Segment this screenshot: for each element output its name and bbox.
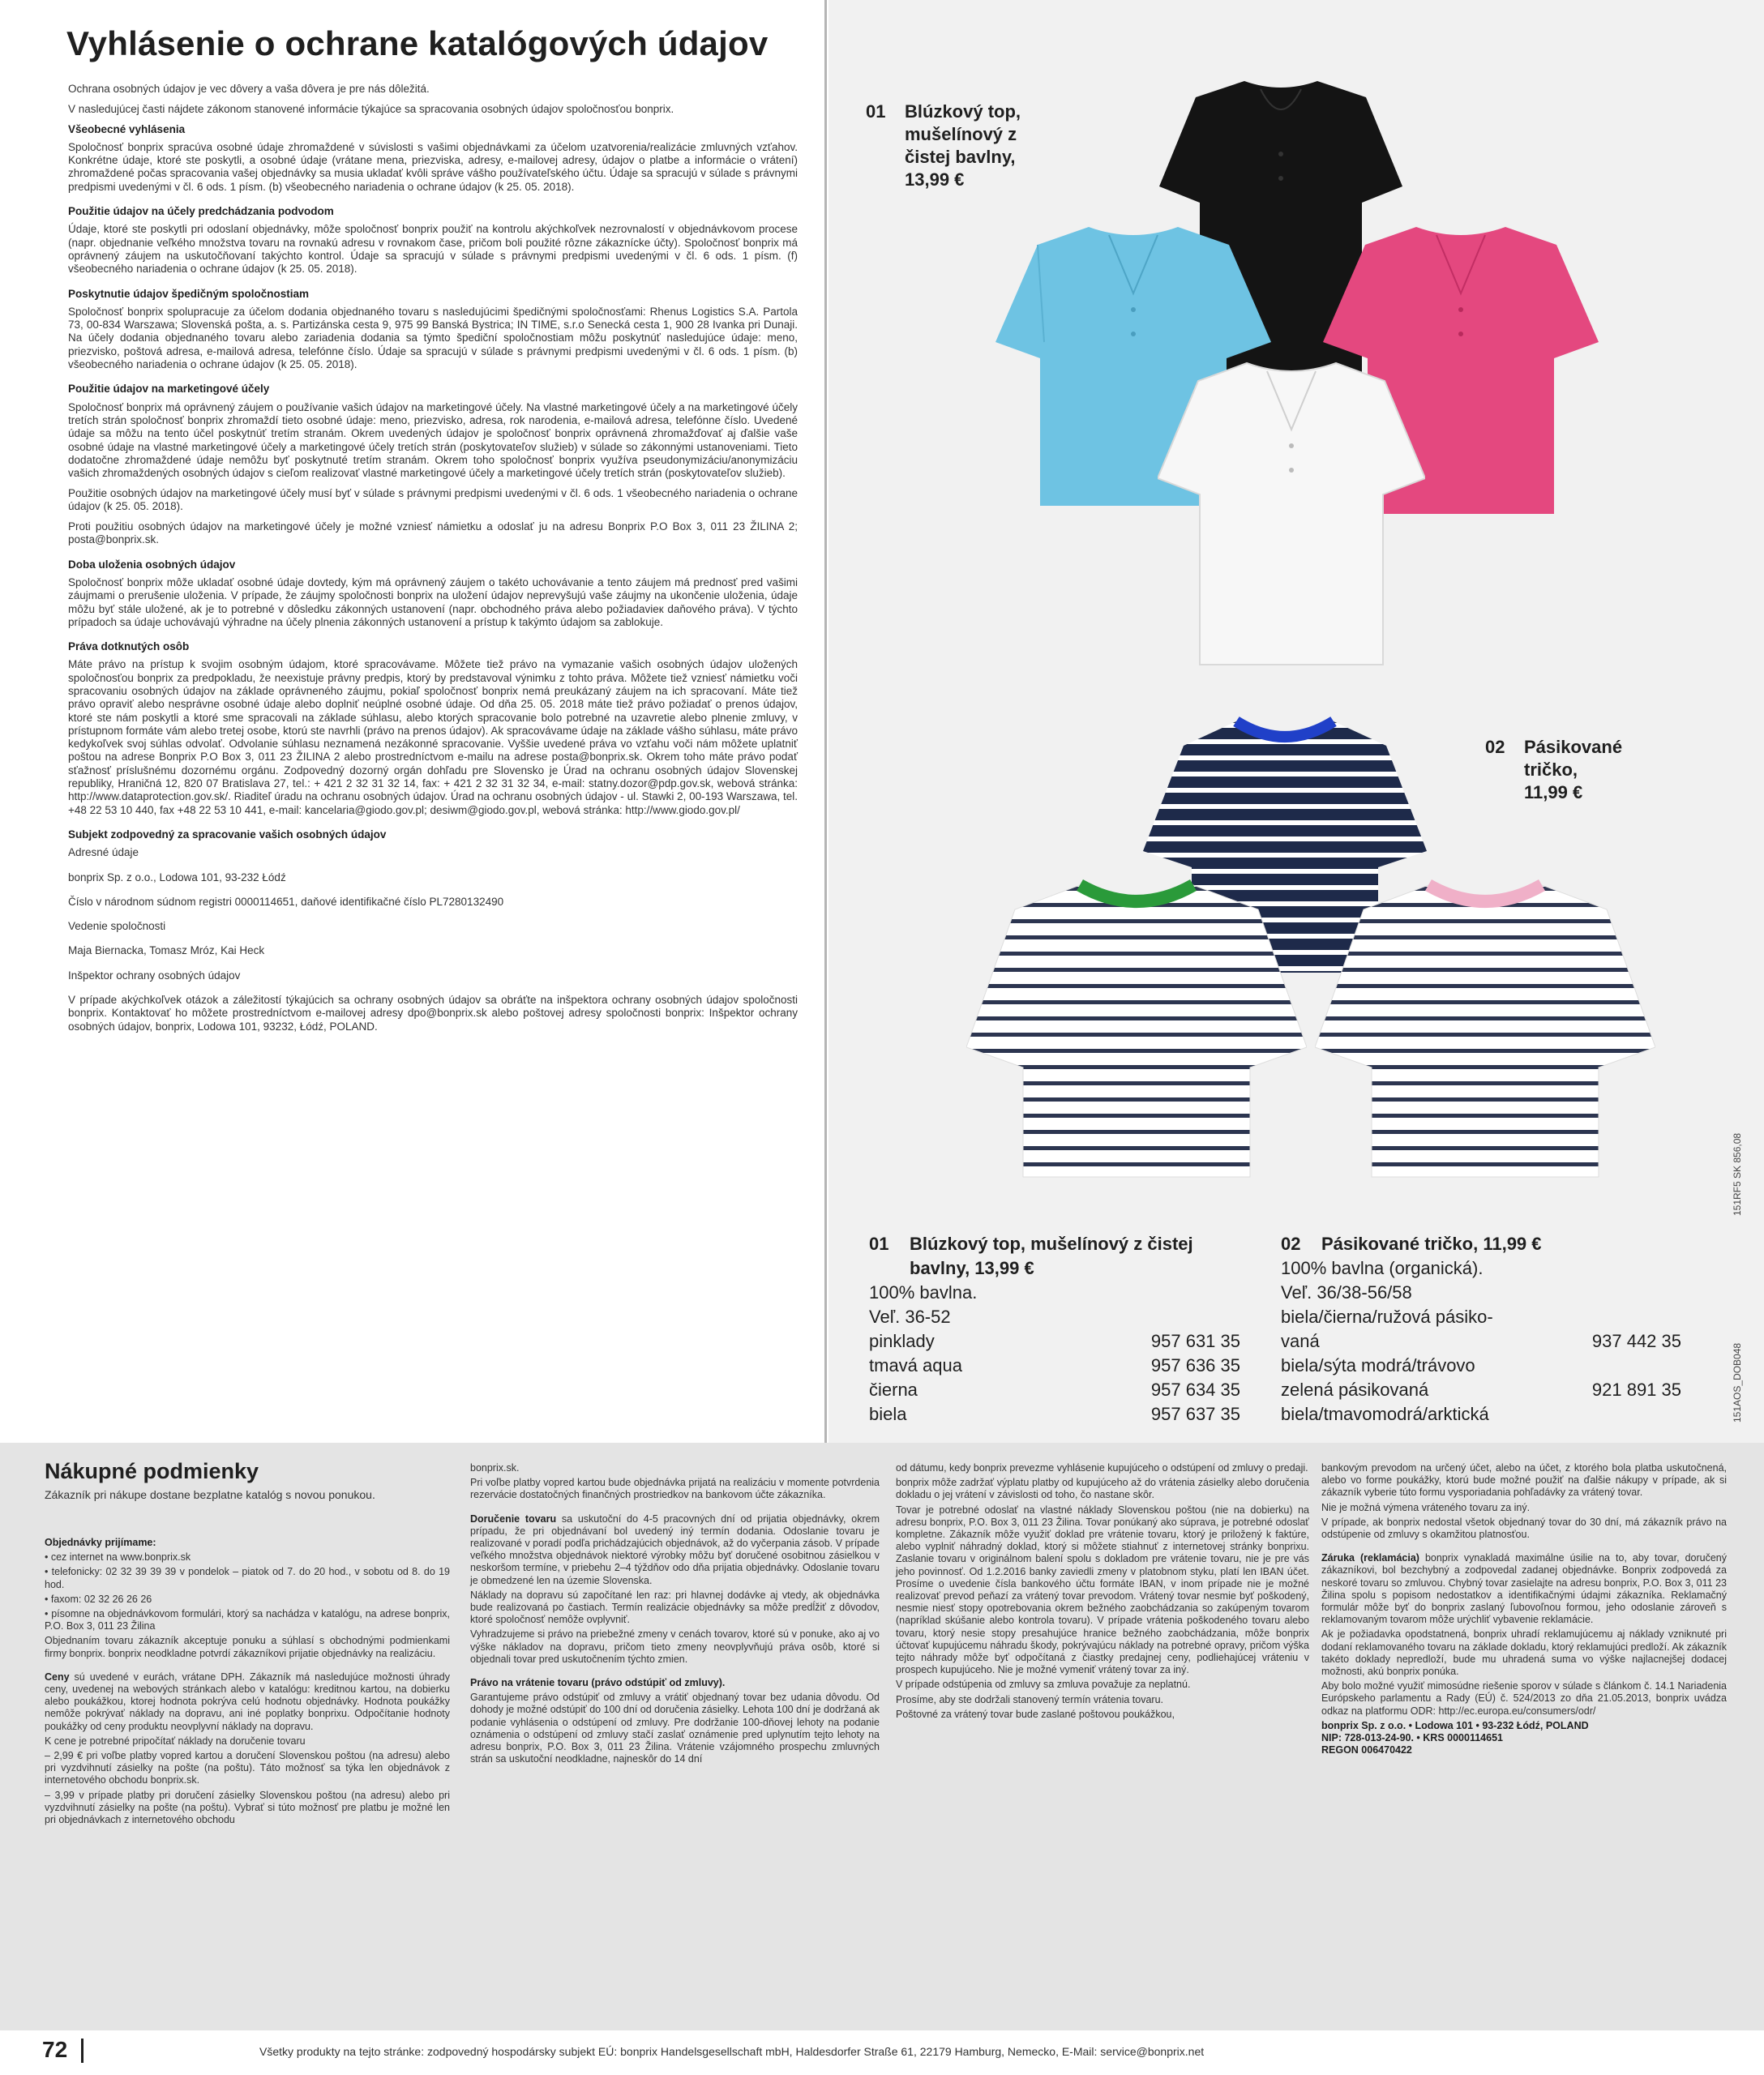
page-number: 72 <box>42 2037 68 2062</box>
terms-paragraph: Tovar je potrebné odoslať na vlastné náklady Slovenskou poštou (nie na dobierku) na adresu bonprix, P.O. Box 3, 011 23 Žilina. Tovar ponúkaný ako súprava, je potrebné odoslať kompletne. Zákazník môže využiť doklad pre vrátenie tovaru, ktorý je priložený k faktúre, alebo vyplniť náhradný doklad, ktorý si môžete stiahnuť z internetovej stránky bonprixu. Zaslanie tovaru v originálnom balení spolu s dokladom pre vrátenie tovaru, nie je pre vás jeho povinnosť. Od 1.2.2016 banky zaviedli zmeny v platobnom styku, platí len IBAN účet. Prosíme o uvedenie čísla bankového účtu formáte IBAN, v inom prípade nie je možné realizovať prevod peňazí za vrátený tovar prevodom. Vrátený tovar nesmie byť poškodený, nesmie niesť stopy opotrebovania okrem bežného zaobchádzania so zakúpeným tovarom (napríklad skúšanie alebo kontrola tovaru). V prípade vrátenia poškodeného tovaru alebo tovaru, ktorý nesie stopy presahujúce hranice bežného zaobchádzania, môže bonprix účtovať kupujúcemu náhradu škody, pokrývajúcu náklady na potrebné opravy, pričom výška tejto náhrady môže byť odpočítaná z čiastky predajnej ceny, podliehajúcej vráteniu v prospech kupujúceho. Nie je možné vymeniť vrátený tovar za iný. <box>896 1504 1309 1676</box>
privacy-paragraph: Proti použitiu osobných údajov na marketingové účely je možné vzniesť námietku a odoslať ju na adresu Bonprix P.O Box 3, 011 23 ŽILINA 2; posta@bonprix.sk. <box>68 520 798 546</box>
product-name-line: čistej bavlny, <box>905 147 1016 167</box>
striped-tee-green-shape <box>966 877 1307 1185</box>
privacy-paragraph: Spoločnosť bonprix spracúva osobné údaje zhromaždené v súvislosti s vašimi objednávkami za účelom uzatvorenia/realizácie zmluvných vzťahov. Konkrétne údaje, ktoré ste poskytli, a osobné údaje (vrátane mena, priezviska, adresy, e-mailovej adresy, údajov o platbe a informácie o vrátení) zhromaždené počas spracovania vašej objednávky sa musia ukladať kvôli správe vášho používateľského účtu. Údaje sa spracujú v súlade s právnymi predpismi uvedenými v čl. 6 ods. 1 písm. (b) všeobecného nariadenia o ochrane údajov (k 25. 05. 2018). <box>68 140 798 193</box>
terms-paragraph: Nie je možná výmena vráteného tovaru za iný. <box>1321 1501 1531 1513</box>
variant-color: biela/čierna/ružová pásiko- <box>1281 1307 1493 1327</box>
terms-paragraph: od dátumu, kedy bonprix prevezme vyhlásenie kupujúceho o odstúpení od zmluvy o predaji. <box>896 1462 1308 1474</box>
terms-paragraph: bonprix.sk. <box>470 1462 520 1474</box>
product-price: 11,99 € <box>1524 782 1583 802</box>
privacy-section-heading: Použitie údajov na účely predchádzania podvodom <box>68 205 334 218</box>
privacy-section-heading: Poskytnutie údajov špedičným spoločnostiam <box>68 287 310 300</box>
terms-paragraph: • cez internet na www.bonprix.sk <box>45 1551 191 1564</box>
vertical-code: 151AOS_DOB048 <box>1732 1342 1743 1423</box>
privacy-line: Číslo v národnom súdnom registri 0000114651, daňové identifikačné číslo PL7280132490 <box>68 895 504 908</box>
variant-row <box>1281 1329 1681 1354</box>
terms-paragraph: Aby bolo možné využiť mimosúdne riešenie sporov v súlade s článkom č. 14.1 Nariadenia Európskeho parlamentu a Rady (EÚ) č. 524/2013 zo dňa 21.05.2013, bonprix uvádza odkaz na platformu ODR: http://ec.europa.eu/consumers/odr/ <box>1321 1680 1727 1717</box>
striped-tee-pink-image <box>1315 877 1655 1185</box>
privacy-paragraph: Máte právo na prístup k svojim osobným údajom, ktoré spracovávame. Môžete tiež právo na vymazanie vašich osobných údajov uložených spoločnosťou bonprix za predpokladu, že neexistuje právny predpis, ktorý by predstavoval výnimku z tohto práva. Môžete tiež vzniesť námietku voči spracovaniu osobných údajov na základe oprávneného záujmu, pokiaľ spoločnosť bonprix nemá preukázaný záujem na ich spracovaní. Máte tiež právo opraviť alebo nesprávne osobné údaje alebo doplniť neúplné osobné údaje. Od dňa 25. 05. 2018 máte tiež právo požiadať o prenos údajov, ktoré ste nám poskytli a ktoré sme spracovali na základe súhlasu, alebo ktorých spracovanie bolo potrebné na uzavretie alebo plnenie zmluvy, v prístupnom formáte vám alebo tretej osobe, ktorú ste navrhli (právo na prenos údajov). Ak spracovávame údaje na základe vášho súhlasu, máte právo kedykoľvek svoj súhlas odvolať. Odvolanie súhlasu neznamená nezákonné spracovanie. Vyššie uvedené práva vo vzťahu voči nám môžete uplatniť poštou na adrese Bonprix P.O Box 3, 011 23 ŽILINA 2 alebo prostredníctvom e-mailu na adrese posta@bonprix.sk. Okrem toho máte právo podať sťažnosť príslušnému dozornému orgánu. Zodpovedný dozorný orgán dohľadu pre Slovensko je Úrad na ochranu osobných údajov Slovenskej republiky, Hraničná 12, 820 07 Bratislava 27, tel.: + 421 2 32 31 32 14, fax: + 421 2 32 31 32 34, e-mail: statny.dozor@pdp.gov.sk, webová stránka: http://www.dataprotection.gov.sk/. Riaditeľ úradu na ochranu osobných údajov. Úrad na ochranu osobných údajov - ul. Stawki 2, 00-193 Warszawa, tel. +48 22 53 10 440, fax +48 22 53 10 441, e-mail: kancelaria@giodo.gov.pl; desiwm@giodo.gov.pl, webová stránka: http://www.giodo.gov.pl/ <box>68 658 798 816</box>
privacy-paragraph: Spoločnosť bonprix spolupracuje za účelom dodania objednaného tovaru s nasledujúcimi špedičnými spoločnosťami: Rhenus Logistics S.A. Partola 73, 00-834 Warszawa; Slovenská pošta, a. s. Partizánska cesta 9, 975 99 Banská Bystrica; IN TIME, s.r.o Senecká cesta 1, 900 28 Ivanka pri Dunaji. Na účely dodania objednaného tovaru alebo zariadenia dodania sa týmto špediční spoločnostiam môžu poskytnúť nasledujúce údaje: meno, priezvisko, poštová adresa, e-mailová adresa, telefónne číslo. Údaje sa spracujú v súlade s právnymi predpismi uvedenými v čl. 6 ods. 1 písm. (b) všeobecného nariadenia o ochrane údajov (k 25. 05. 2018). <box>68 305 798 371</box>
terms-paragraph: V prípade, ak bonprix nedostal všetok objednaný tovar do 30 dní, má zákazník právo na odstúpenie od zmluvy s okamžitou platnosťou. <box>1321 1516 1727 1541</box>
terms-title: Nákupné podmienky <box>45 1459 259 1483</box>
product-02-label <box>1485 736 1622 804</box>
terms-paragraph <box>470 1513 880 1587</box>
blouse-white-shape <box>1158 357 1425 671</box>
privacy-line: Adresné údaje <box>68 846 139 859</box>
product-01-info <box>869 1232 1240 1427</box>
terms-paragraph: K cene je potrebné pripočítať náklady na doručenie tovaru <box>45 1735 306 1747</box>
privacy-section-heading: Použitie údajov na marketingové účely <box>68 383 270 396</box>
privacy-section-heading: Všeobecné vyhlásenia <box>68 122 186 135</box>
terms-paragraph: Ak je požiadavka opodstatnená, bonprix uhradí reklamujúcemu aj náklady vzniknuté pri dodaní reklamovaného tovaru na základe dokladu, ktorý reklamujúci predloží. Ak zákazník takéto doklady nepredloží, bude mu uhradená suma vo výške najlacnejšej dodacej možnosti, akú bonprix ponúka. <box>1321 1628 1727 1678</box>
company-address: bonprix Sp. z o.o. • Lodowa 101 • 93-232 Łódź, POLAND <box>1321 1719 1589 1731</box>
privacy-line: Maja Biernacka, Tomasz Mróz, Kai Heck <box>68 944 265 957</box>
product-sizes: Veľ. 36/38-56/58 <box>1281 1282 1412 1303</box>
product-title-line: Blúzkový top, mušelínový z čistej <box>910 1234 1193 1254</box>
terms-paragraph: Objednaním tovaru zákazník akceptuje ponuku a súhlasí s obchodnými podmienkami firmy bonprix. bonprix neodkladne potvrdí zákazníkovi prijatie objednávky na realizáciu. <box>45 1635 450 1659</box>
privacy-section-heading: Subjekt zodpovedný za spracovanie vašich osobných údajov <box>68 828 387 841</box>
terms-paragraph: – 3,99 v prípade platby pri doručení zásielky Slovenskou poštou (na adresu) alebo pri vyzdvihnutí zásielky na pošte (na poštu). Vybrať si túto možnosť pre platbu je možné len pri objednávkach z internetového obchodu <box>45 1789 450 1826</box>
terms-paragraph: V prípade odstúpenia od zmluvy sa zmluva považuje za neplatnú. <box>896 1679 1191 1691</box>
terms-paragraph <box>1321 1552 1727 1626</box>
variant-code: 957 636 35 <box>1150 1355 1240 1375</box>
terms-column-4 <box>1321 1462 1727 1756</box>
privacy-line: bonprix Sp. z o.o., Lodowa 101, 93-232 Łódź <box>68 871 286 883</box>
variant-code: 957 634 35 <box>1150 1380 1240 1400</box>
product-name-line: tričko, <box>1524 759 1578 780</box>
terms-paragraph: Poštovné za vrátený tovar bude zaslané poštovou poukážkou, <box>896 1708 1175 1720</box>
terms-column-3 <box>896 1462 1309 1723</box>
terms-paragraph: • telefonicky: 02 32 39 39 39 v pondelok – piatok od 7. do 20 hod., v sobotu od 8. do 19 hod. <box>45 1566 450 1590</box>
variant-color: vaná <box>1281 1331 1320 1351</box>
footer-text: Všetky produkty na tejto stránke: zodpovedný hospodársky subjekt EÚ: bonprix Handelsgesellschaft mbH, Haldesdorfer Straße 61, 22179 Hamburg, Nemecko, E-Mail: service@bonprix.net <box>259 2045 1205 2058</box>
terms-heading: Ceny <box>45 1671 70 1683</box>
terms-paragraph: • písomne na objednávkovom formulári, ktorý sa nachádza v katalógu, na adrese bonprix, P.O. Box 3, 011 23 Žilina <box>45 1608 450 1632</box>
privacy-paragraph: Použitie osobných údajov na marketingové účely musí byť v súlade s právnymi predpismi uvedenými v čl. 6 ods. 1 všeobecného nariadenia o ochrane údajov (k 25. 05. 2018). <box>68 486 798 513</box>
terms-subtitle: Zákazník pri nákupe dostane bezplatne katalóg s novou ponukou. <box>45 1488 375 1501</box>
terms-paragraph: bankovým prevodom na určený účet, alebo na účet, z ktorého bola platba uskutočnená, alebo vo forme poukážky, ktorú bude možné použiť na ďalšie nákupy v prípade, ak si zákazník vyberie túto formu vysporiadania pohľadávky za vrátený tovar. <box>1321 1462 1727 1499</box>
privacy-section-heading: Doba uloženia osobných údajov <box>68 558 236 571</box>
terms-column-1 <box>45 1537 450 1829</box>
terms-paragraph <box>45 1671 450 1733</box>
privacy-paragraph: Spoločnosť bonprix má oprávnený záujem o používanie vašich údajov na marketingové účely. Na vlastné marketingové účely a na marketingové účely tretích strán spoločnosť bonprix zhromaždí tieto osobné údaje: meno, priezvisko, adresa, rok narodenia, e-mailová adresa, telefónne číslo. Uvedené údaje sa môžu na tento účel poskytnúť tretím stranám. Okrem uvedených údajov je spoločnosť bonprix oprávnená zhromažďovať aj ďalšie vaše osobné údaje na vlastné marketingové účely a marketingové účely tretích strán (poskytovateľov služieb) v súlade so zákonnými ustanoveniami. Tieto dodatočne zhromaždené údaje nemôžu byť poskytnuté tretím stranám. Okrem toho spoločnosť bonprix využíva pseudonymizáciu/anonymizáciu vašich zhromaždených osobných údajov s cieľom realizovať vlastné marketingové účely a marketingové účely tretích strán (poskytovateľov služieb). <box>68 400 798 480</box>
product-sizes: Veľ. 36-52 <box>869 1307 951 1327</box>
product-02-info <box>1281 1232 1681 1427</box>
striped-tee-pink-shape <box>1315 877 1655 1185</box>
variant-color: biela/tmavomodrá/arktická <box>1281 1404 1489 1424</box>
terms-paragraph: – 2,99 € pri voľbe platby vopred kartou a doručení Slovenskou poštou (na adresu) alebo pri vyzdvihnutí zásielky na pošte (na poštu). Táto možnosť sa týka len objednávok z internetového obchodu bonprix.sk. <box>45 1750 450 1786</box>
terms-paragraph: Náklady na dopravu sú započítané len raz: pri hlavnej dodávke aj vtedy, ak objednávka bude realizovaná po častiach. Termín realizácie objednávky sa môže predĺžiť z dôvodov, ktoré spoločnosť nemôže ovplyvniť. <box>470 1589 880 1626</box>
variant-code: 937 442 35 <box>1591 1331 1681 1351</box>
product-name-line: Pásikované <box>1524 737 1623 757</box>
terms-heading: Právo na vrátenie tovaru (právo odstúpiť od zmluvy). <box>470 1677 726 1689</box>
product-title-line: bavlny, 13,99 € <box>910 1258 1034 1278</box>
product-title-line: Pásikované tričko, 11,99 € <box>1321 1234 1542 1254</box>
terms-paragraph: Prosíme, aby ste dodržali stanovený termín vrátenia tovaru. <box>896 1693 1164 1705</box>
terms-paragraph: Pri voľbe platby vopred kartou bude objednávka prijatá na realizáciu v momente potvrdenia rezervácie dostatočných finančných prostriedkov na bankovom účte zákazníka. <box>470 1477 880 1501</box>
terms-column-2 <box>470 1462 880 1768</box>
product-number: 02 <box>1281 1234 1301 1254</box>
variant-row <box>869 1354 1240 1378</box>
vertical-code: 151RF5 SK 856,08 <box>1732 1132 1743 1216</box>
product-01-label <box>866 101 1021 191</box>
purchase-terms <box>0 1443 1764 2030</box>
privacy-body <box>68 83 798 1040</box>
variant-code: 957 637 35 <box>1150 1404 1240 1424</box>
variant-color: čierna <box>869 1380 918 1400</box>
company-ids: NIP: 728-013-24-90. • KRS 0000114651 <box>1321 1732 1503 1744</box>
terms-text: sa uskutoční do 4-5 pracovných dní od prijatia objednávky, okrem prípadu, že pri objednávaní bol uvedený iný termín dodania. Odoslanie tovaru je realizované v poradí podľa prichádzajúcich objednávok, až do vyčerpania zásob. V prípade veľkého množstva objednávok niektoré výrobky môžu byť doručené osobitnou zásielkou v neskoršom termíne, v priebehu 2–4 týždňov odo dňa prijatia objednávky. Odoslanie tovaru je obmedzené len na územie Slovenska. <box>470 1512 880 1586</box>
page-footer <box>0 2030 1764 2075</box>
striped-tee-green-image <box>966 877 1307 1185</box>
product-material: 100% bavlna (organická). <box>1281 1258 1484 1278</box>
variant-color: zelená pásikovaná <box>1281 1380 1429 1400</box>
variant-row <box>1281 1378 1681 1402</box>
privacy-section-heading: Práva dotknutých osôb <box>68 640 190 653</box>
privacy-line: Vedenie spoločnosti <box>68 920 166 933</box>
terms-heading: Objednávky prijímame: <box>45 1537 156 1548</box>
blouse-white-image <box>1158 357 1425 671</box>
product-02-title <box>1281 1232 1681 1256</box>
company-regon: REGON 006470422 <box>1321 1744 1412 1756</box>
terms-paragraph: Garantujeme právo odstúpiť od zmluvy a vrátiť objednaný tovar bez udania dôvodu. Od dohody je možné odstúpiť do 100 dní od doručenia zásielky. Lehota 100 dní je dodržaná ak podanie vyhlásenia o odstúpení od zmluvy. Pre dodržanie 100-dňovej lehoty na podanie oznámenia o odstúpení od zmluvy stačí zaslať oznámenie pred uplynutím tejto lehoty na adresu bonprix, P.O. Box 3, 011 23 Žilina. Vrátenie vzájomného prospechu zmluvných strán sa uskutoční neodkladne, najneskôr do 14 dní <box>470 1692 880 1765</box>
product-price: 13,99 € <box>905 169 965 190</box>
variant-color: pinklady <box>869 1331 935 1351</box>
terms-text: sú uvedené v eurách, vrátane DPH. Zákazník má nasledujúce možnosti úhrady ceny, uvedenej na webových stránkach alebo v katalógu: kreditnou kartou, na dobierku alebo poukážkou, ktorej hodnota pokrýva celú hodnotu objednávky. Hodnota poukážky nemôže pokrývať náklady na dopravu, ani iné poplatky bonprixu. Odpočítanie hodnoty poukážky od ceny produktu neovplyvní náklady na dopravu. <box>45 1671 450 1732</box>
variant-code: 957 631 35 <box>1150 1331 1240 1351</box>
privacy-paragraph: Spoločnosť bonprix môže ukladať osobné údaje dovtedy, kým má oprávnený záujem o takéto uchovávanie a tento záujem má prednosť pred vašimi záujmami o prerušenie uloženia. V prípade, že záujmy spoločnosti bonprix na uložení údajov neprevyšujú vaše záujmy na ukončenie uloženia, údaje môžu byť stále uložené, ak je to potrebné v dôsledku zákonných ustanovení (napr. obchodného práva alebo požiadavieк daňového práva). V týchto prípadoch sa údaje uchovávajú výhradne na účely plnenia zákonných ustanovení a prístup k takýmto údajom sa zablokuje. <box>68 575 798 628</box>
privacy-intro-2: V nasledujúcej časti nájdete zákonom stanovené informácie týkajúce sa spracovania osobných údajov spoločnosťou bonprix. <box>68 102 674 115</box>
terms-text: bonprix vynakladá maximálne úsilie na to, aby tovar, doručený zákazníkovi, bol bezchybný a zodpovedal zadanej objednávke. Bonprix zodpovedá za neskoré tovaru so zmluvou. Chybný tovar zasielajte na adresu bonprix, P.O. Box 3, 011 23 Žilina spolu s popisom nedostatkov a identifikačnými údajmi zákazníka. Reklamačný formulár môže byť do bonprix zaslaný ľubovoľnou formou, jeho odoslanie zároveň s reklamovaným tovarom môže urýchliť vybavenie reklamácie. <box>1321 1552 1727 1626</box>
product-01-title <box>869 1232 1240 1256</box>
variant-color: tmavá aqua <box>869 1355 962 1375</box>
product-name-line: mušelínový z <box>905 124 1017 144</box>
terms-paragraph: Vyhradzujeme si právo na priebežné zmeny v cenách tovarov, ktoré sú v ponuke, ako aj vo výške nákladov na dopravu, pričom tieto zmeny neovplyvňujú práva osôb, ktoré si objednali tovar pred uskutočnením týchto zmien. <box>470 1628 880 1665</box>
privacy-paragraph: V prípade akýchkoľvek otázok a záležitostí týkajúcich sa ochrany osobných údajov sa obráťte na inšpektora ochrany osobných údajov spoločnosti bonprix. Kontaktovať ho môžete prostredníctvom e-mailovej adresy dpo@bonprix.sk alebo poštovej adresy spoločnosti bonprix: Inšpektor ochrany osobných údajov, bonprix, Lodowa 101, 93232, Łódź, POLAND. <box>68 994 798 1033</box>
variant-color: biela <box>869 1404 907 1424</box>
privacy-intro-1: Ochrana osobných údajov je vec dôvery a vaša dôvera je pre nás dôležitá. <box>68 83 430 95</box>
product-number: 01 <box>866 101 886 122</box>
privacy-paragraph: Údaje, ktoré ste poskytli pri odoslaní objednávky, môže spoločnosť bonprix použiť na kontrolu akýchkoľvek nezrovnalostí v objednávkovom procese (napr. objednanie veľkého množstva tovaru na rovnakú adresu v rovnakom čase, pričom boli použité rôzne zákaznícke účty). Spoločnosť bonprix má oprávnený záujem na uskutočňovaní takýchto kontrol. Údaje sa spracujú v súlade s právnymi predpismi uvedenými v čl. 6 ods. 1 písm. (f) všeobecného nariadenia o ochrane údajov (k 25. 05. 2018). <box>68 223 798 276</box>
privacy-column <box>0 0 827 1443</box>
terms-heading: Záruka (reklamácia) <box>1321 1552 1419 1564</box>
variant-row <box>869 1402 1240 1427</box>
product-material: 100% bavlna. <box>869 1282 978 1303</box>
terms-heading: Doručenie tovaru <box>470 1512 557 1525</box>
page-number-divider <box>81 2039 83 2063</box>
product-name-line: Blúzkový top, <box>905 101 1021 122</box>
privacy-line: Inšpektor ochrany osobných údajov <box>68 969 241 982</box>
product-number: 02 <box>1485 737 1505 757</box>
terms-paragraph: • faxom: 02 32 26 26 26 <box>45 1593 152 1605</box>
product-number: 01 <box>869 1234 889 1254</box>
variant-color: biela/sýta modrá/trávovo <box>1281 1355 1475 1375</box>
variant-code: 921 891 35 <box>1591 1380 1681 1400</box>
terms-paragraph: bonprix môže zadržať výplatu platby od kupujúceho až do vrátenia zásielky alebo doručenia dokladu o jej vrátení v závislosti od toho, čo nastane skôr. <box>896 1477 1309 1501</box>
variant-row <box>869 1329 1240 1354</box>
variant-row <box>869 1378 1240 1402</box>
privacy-title: Vyhlásenie o ochrane katalógových údajov <box>66 24 769 62</box>
